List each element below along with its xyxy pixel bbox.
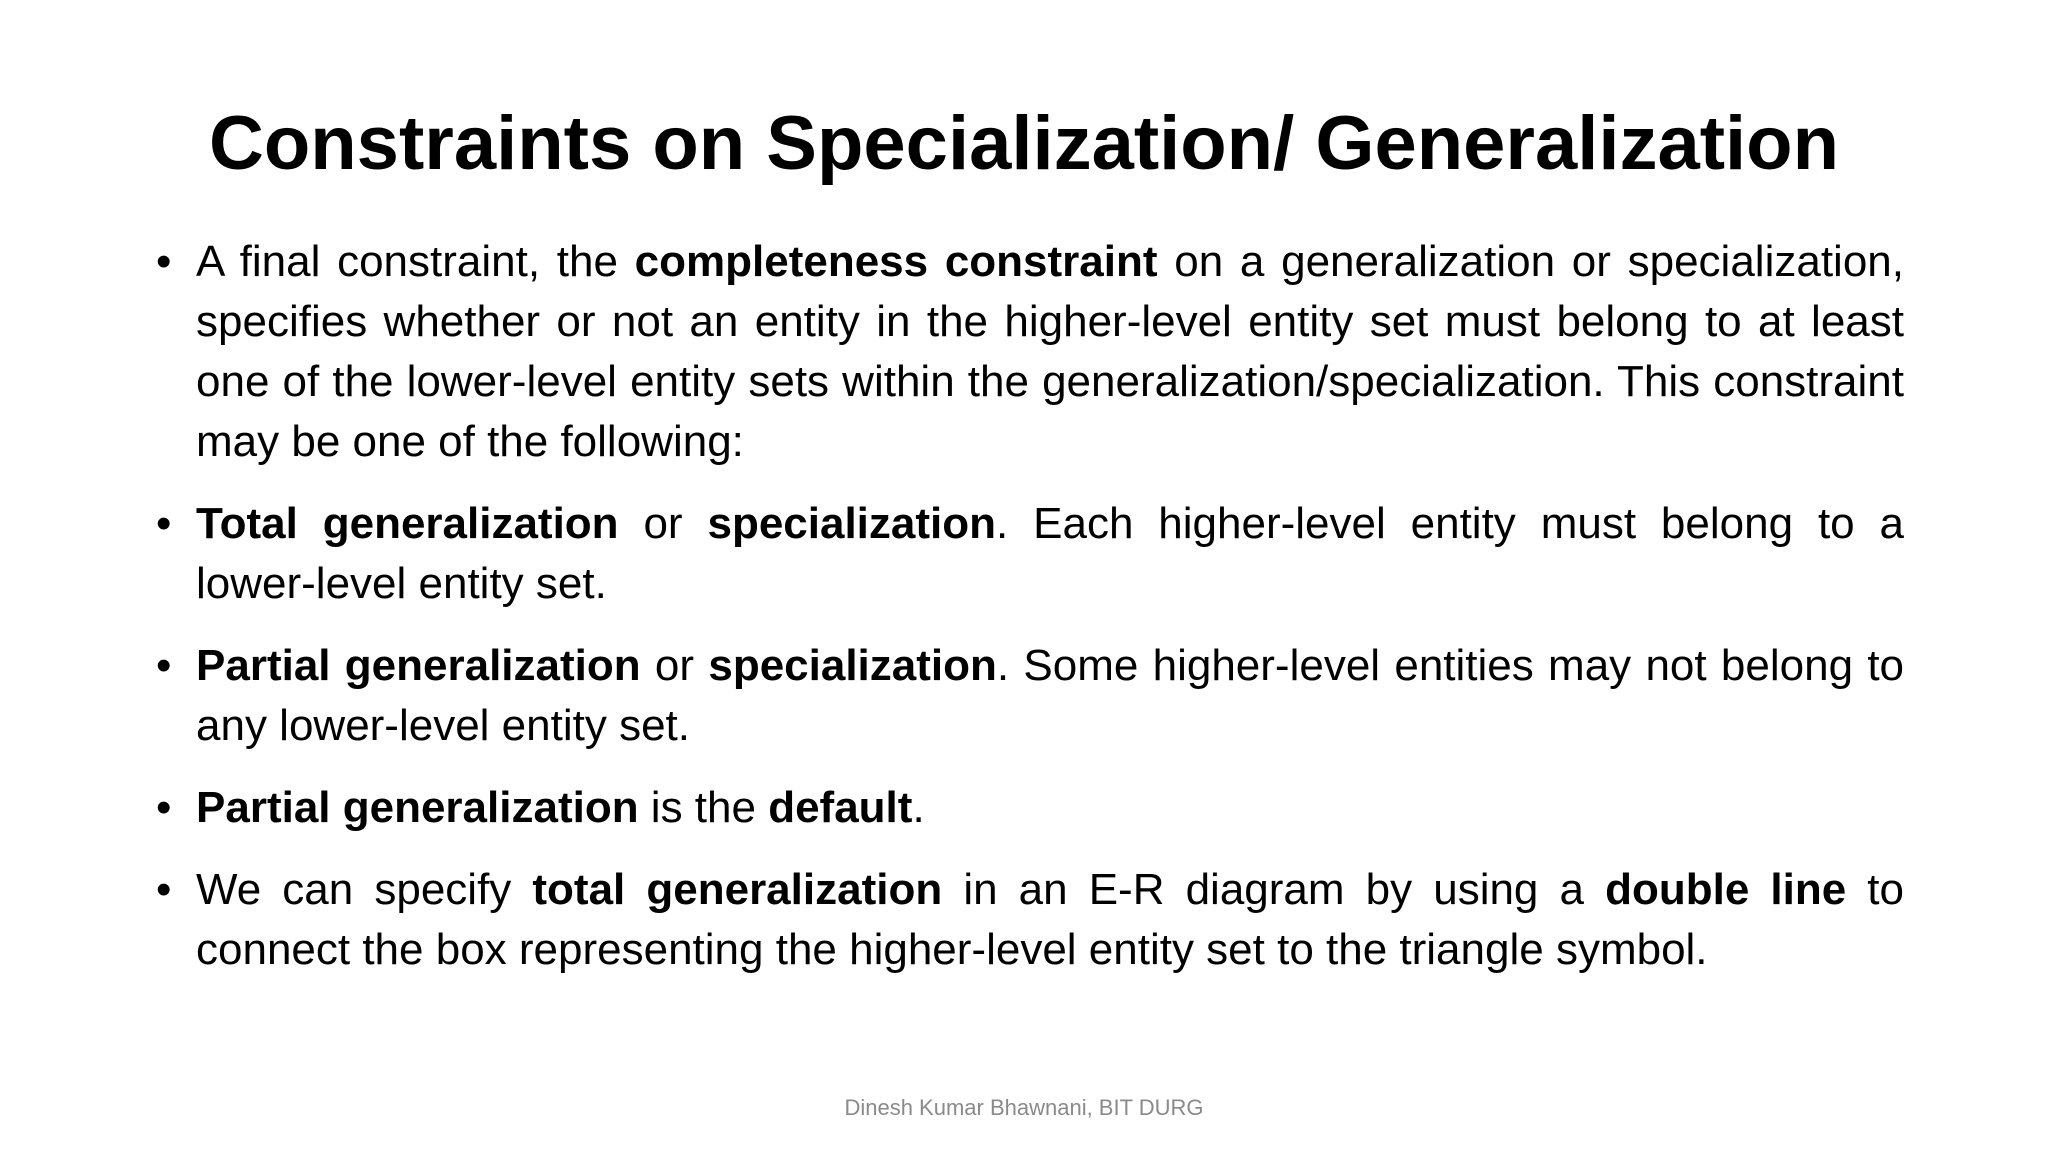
bullet-text-bold: specialization [708, 641, 997, 690]
slide-title: Constraints on Specialization/ Generalization [208, 101, 1840, 186]
bullet-text: is the [638, 783, 769, 832]
bullet-text-bold: completeness constraint [634, 237, 1158, 286]
bullet-text-bold: Total generalization [196, 499, 619, 548]
bullet-text: to connect the box representing the higher-level entity set to the triangle symbol. [196, 865, 1904, 974]
bullet-item [156, 494, 1904, 614]
bullet-text-bold: Partial generalization [196, 641, 641, 690]
bullet-text: . Each higher-level entity must belong to a lower-level entity set. [196, 499, 1904, 608]
bullet-text-bold: specialization [707, 499, 997, 548]
bullet-text: in an E-R diagram by using a [942, 865, 1606, 914]
bullet-list [156, 232, 1904, 1002]
bullet-text: A final constraint, the [196, 237, 635, 286]
bullet-item [156, 232, 1904, 472]
bullet-text-bold: Partial generalization [196, 783, 639, 832]
bullet-text: on a generalization or specialization, specifies whether or not an entity in the higher-level entity set must belong to at least one of the lower-level entity sets within the generalization/specialization. This constraint may be one of the following: [196, 237, 1904, 466]
bullet-text-bold: default [768, 783, 913, 832]
bullet-item [156, 636, 1904, 756]
bullet-text: or [618, 499, 708, 548]
bullet-text-bold: total generalization [532, 865, 943, 914]
bullet-text-bold: double line [1605, 865, 1847, 914]
bullet-text: We can specify [196, 865, 533, 914]
slide-footer: Dinesh Kumar Bhawnani, BIT DURG [844, 1095, 1204, 1120]
bullet-text: . [912, 783, 925, 832]
bullet-text: or [640, 641, 709, 690]
bullet-item [156, 860, 1904, 980]
bullet-text: . Some higher-level entities may not belong to any lower-level entity set. [196, 641, 1905, 750]
bullet-item [156, 778, 1904, 838]
